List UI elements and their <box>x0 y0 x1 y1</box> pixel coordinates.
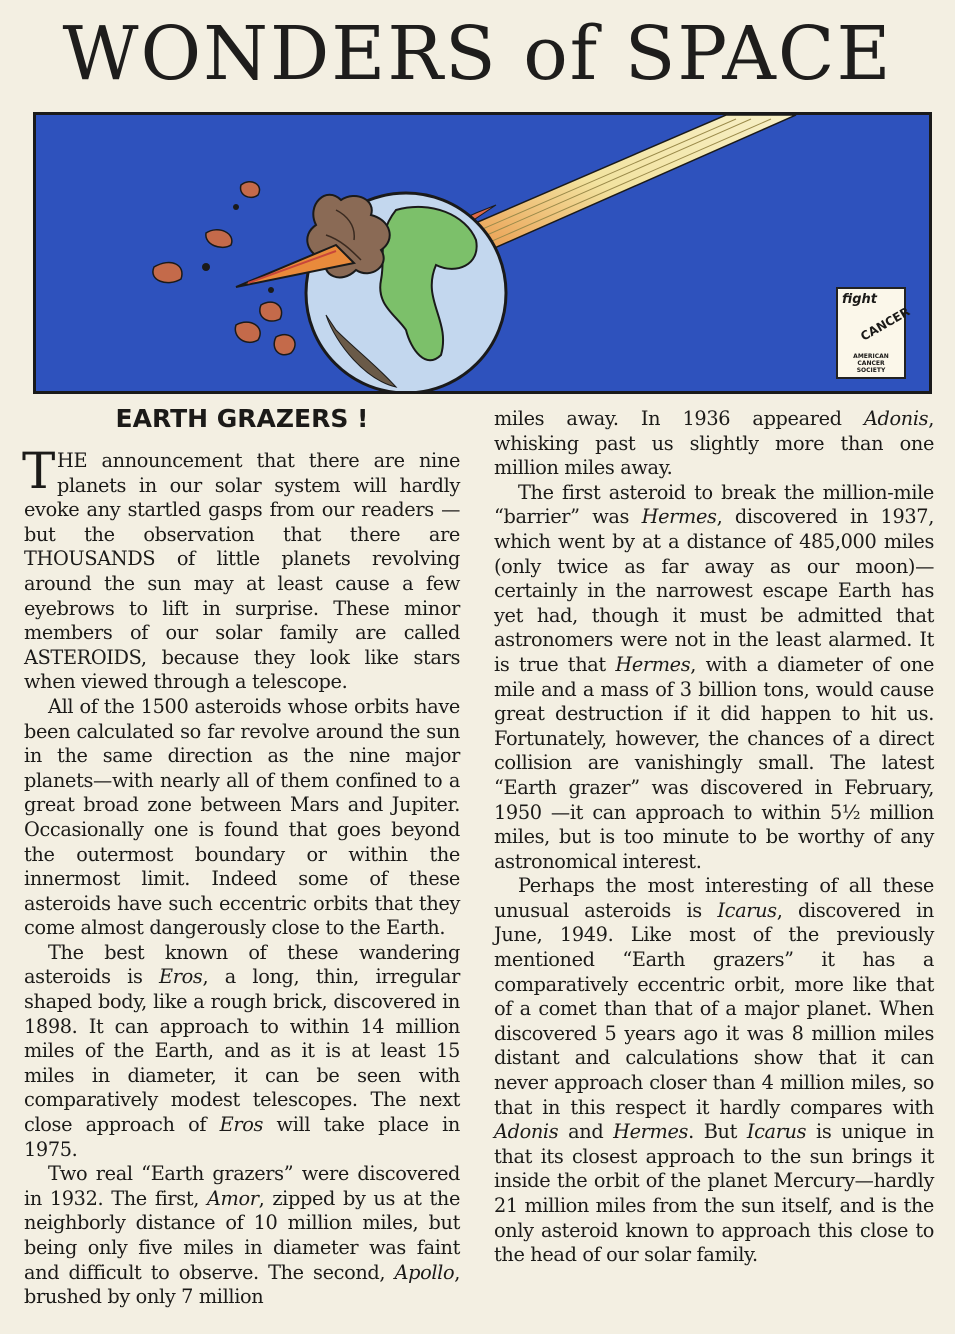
paragraph-7: Perhaps the most interesting of all these unusual asteroids is Icarus, discovered in June, 1949. Like most of the previously mentioned “Earth grazers” it has a comparatively eccentric orbit, more like that of a comet than that of a major planet. When discovered 5 years ago it was 8 million miles distant and calculations show that it can never approach closer than 4 million miles, so that in this respect it hardly compares with Adonis and Hermes. But Icarus is unique in that its closest approach to the sun brings it inside the orbit of the planet Mercury—hardly 21 million miles from the sun itself, and is the only asteroid known to approach this close to the head of our solar family. <box>494 874 935 1267</box>
page-title: WONDERS of SPACE <box>62 11 893 97</box>
paragraph-3: The best known of these wandering asteroids is Eros, a long, thin, irregular shaped body, like a rough brick, discovered in 1898. It can approach to within 14 million miles of the Earth, and as it is at least 15 miles in diameter, it can be seen with comparatively modest telescopes. The next close approach of Eros will take place in 1975. <box>24 940 460 1161</box>
section-heading: EARTH GRAZERS ! <box>115 404 369 433</box>
drop-cap: T <box>22 442 55 500</box>
rock-fragment <box>153 263 182 283</box>
paragraph-2: All of the 1500 asteroids whose orbits have been calculated so far revolve around the sun in the same direction as the nine major planets—with nearly all of them confined to a great broad zone between Mars and Jupiter. Occasionally one is found that goes beyond the outermost boundary or within the innermost limit. Indeed some of these asteroids have such eccentric orbits that they come almost dangerously close to the Earth. <box>24 694 460 940</box>
seal-organization: AMERICAN CANCER SOCIETY <box>853 353 889 374</box>
rock-fragment <box>235 322 260 342</box>
seal-line-1: fight <box>842 292 878 307</box>
rock-fragment <box>241 182 260 198</box>
paragraph-5: miles away. In 1936 appeared Adonis, whisking past us slightly more than one million miles away. <box>494 407 934 480</box>
illustration-panel <box>33 112 932 394</box>
rock-fragment <box>260 302 282 321</box>
cancer-society-seal <box>836 287 913 379</box>
paragraph-6: The first asteroid to break the million-mile “barrier” was Hermes, discovered in 1937, which went by at a distance of 485,000 miles (only twice as far away as our moon)—certainly in the narrowest escape Earth has yet had, though it must be admitted that astronomers were not in the least alarmed. It is true that Hermes, with a diameter of one mile and a mass of 3 billion tons, would cause great destruction if it did happen to hit us. Fortunately, however, the chances of a direct collision are vanishingly small. The latest “Earth grazer” was discovered in February, 1950 —it can approach to within 5½ million miles, but is too minute to be worthy of any astronomical interest. <box>494 480 934 873</box>
rock-fragment <box>274 335 295 355</box>
paragraph-1: THE announcement that there are nine planets in our solar system will hardly evoke any startled gasps from our readers —but the observation that there are THOUSANDS of little planets revolving around the sun may at least cause a few eyebrows to lift in surprise. These minor members of our solar family are called ASTEROIDS, because they look like stars when viewed through a telescope. <box>22 442 460 694</box>
asteroid-earth-illustration <box>36 115 929 391</box>
rock-fragment <box>206 230 232 248</box>
article-column-left <box>22 442 461 1310</box>
article-column-right <box>494 407 934 1268</box>
seal-line-2: CANCER <box>858 304 913 344</box>
paragraph-4: Two real “Earth grazers” were discovered in 1932. The first, Amor, zipped by us at the neighborly distance of 10 million miles, but being only five miles in diameter was faint and difficult to observe. The second, Apollo, brushed by only 7 million <box>24 1162 461 1309</box>
